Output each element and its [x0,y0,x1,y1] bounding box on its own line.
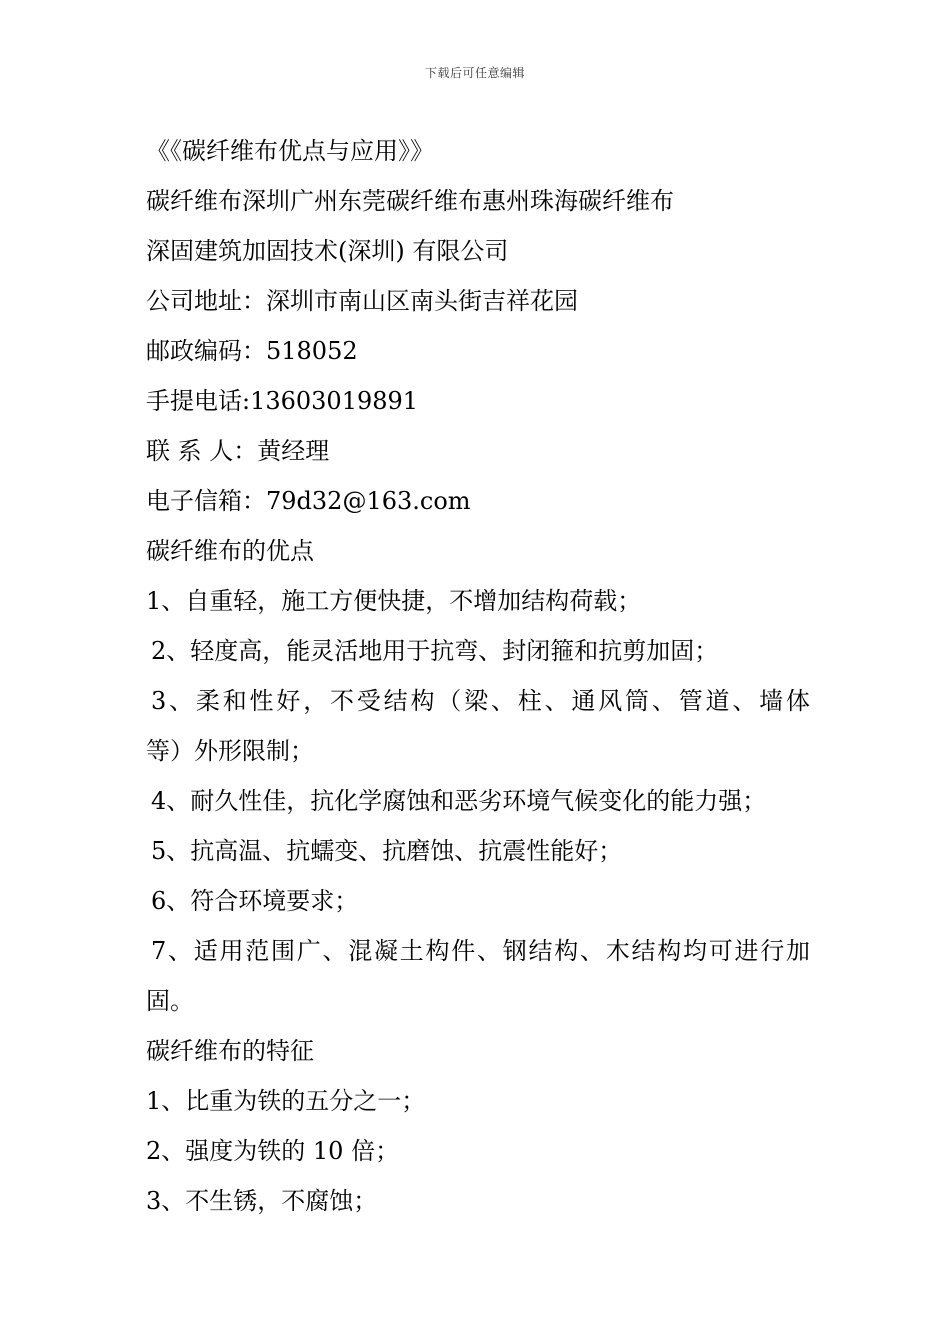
document-title: 《《碳纤维布优点与应用》》 [146,137,434,165]
document-body [146,126,810,1226]
postal-code: 邮政编码：518052 [146,337,358,365]
advantage-item: 2、轻度高，能灵活地用于抗弯、封闭箍和抗剪加固； [151,637,719,665]
feature-item: 1、比重为铁的五分之一； [146,1087,426,1115]
document-subtitle: 碳纤维布深圳广州东莞碳纤维布惠州珠海碳纤维布 [146,187,674,215]
advantage-item: 4、耐久性佳，抗化学腐蚀和恶劣环境气候变化的能力强； [151,787,767,815]
features-heading: 碳纤维布的特征 [146,1037,314,1065]
mobile-phone: 手提电话:13603019891 [146,387,419,415]
advantage-item: 5、抗高温、抗蠕变、抗磨蚀、抗震性能好； [151,837,623,865]
advantage-item: 7、适用范围广、混凝土构件、钢结构、木结构均可进行加 [151,937,810,965]
advantage-item-continued: 等）外形限制； [146,737,314,765]
advantages-heading: 碳纤维布的优点 [146,537,314,565]
advantage-item: 3、柔和性好，不受结构（梁、柱、通风筒、管道、墙体 [151,687,810,715]
advantage-item-continued: 固。 [146,987,194,1015]
feature-item: 3、不生锈，不腐蚀； [146,1187,378,1215]
company-name: 深固建筑加固技术(深圳) 有限公司 [146,237,509,265]
advantage-item: 1、自重轻，施工方便快捷，不增加结构荷载； [146,587,642,615]
page-header-note: 下载后可任意编辑 [424,66,525,80]
feature-item: 2、强度为铁的 10 倍； [146,1137,400,1165]
email-address: 电子信箱：79d32@163.com [146,487,471,515]
contact-person: 联 系 人：黄经理 [146,437,330,465]
company-address: 公司地址：深圳市南山区南头街吉祥花园 [146,287,578,315]
advantage-item: 6、符合环境要求； [151,887,359,915]
